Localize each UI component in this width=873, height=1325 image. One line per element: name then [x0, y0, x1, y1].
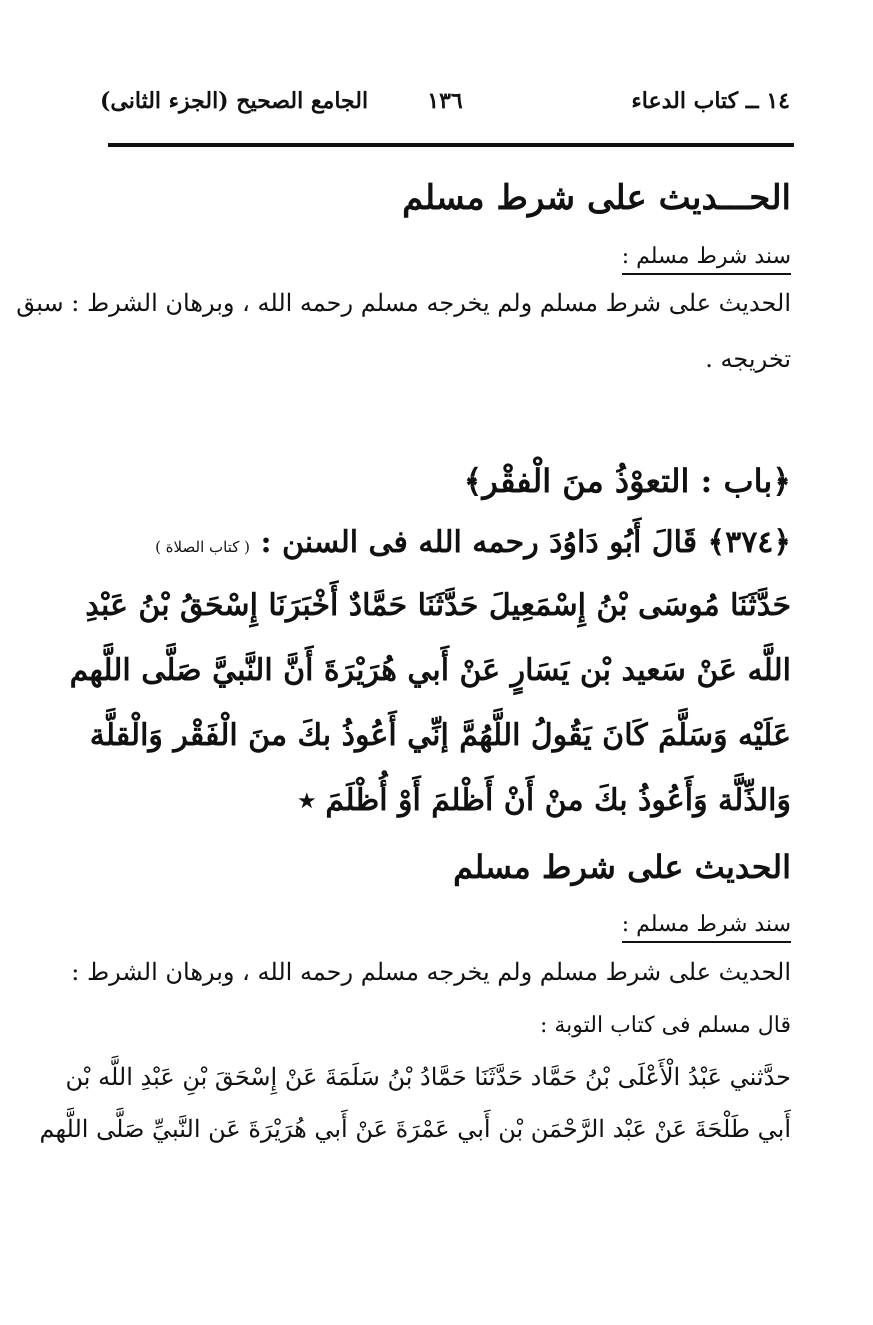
paragraph-line: الحديث على شرط مسلم ولم يخرجه مسلم رحمه الله ، وبرهان الشرط :	[71, 958, 791, 986]
sanad-label-wrap	[621, 244, 791, 269]
sanad-label-wrap	[622, 912, 791, 937]
sanad-label: سند شرط مسلم :	[622, 912, 791, 943]
source-note: ( كتاب الصلاة )	[155, 538, 250, 556]
bab-heading: ﴿باب : التعوْذُ منَ الْفقْر﴾	[463, 462, 791, 500]
paragraph-line: أَبي طَلْحَةَ عَنْ عَبْد الرَّحْمَن بْن أَبي عَمْرَةَ عَنْ أَبي هُرَيْرَةَ عَن النَّبيِّ صَلَّى اللَّهم	[39, 1115, 791, 1143]
hadith-line: اللَّه عَنْ سَعيد بْن يَسَارٍ عَنْ أَبي هُرَيْرَةَ أَنَّ النَّبيَّ صَلَّى اللَّهم	[69, 653, 791, 688]
paragraph-line: الحديث على شرط مسلم ولم يخرجه مسلم رحمه الله ، وبرهان الشرط : سبق	[16, 289, 791, 317]
page-number: ١٣٦	[427, 88, 463, 114]
sanad-label: سند شرط مسلم :	[622, 244, 791, 275]
book-title: الجامع الصحيح (الجزء الثانى)	[100, 88, 369, 114]
hadith-number-intro: ﴿٣٧٤﴾ قَالَ أَبُو دَاوُدَ رحمه الله فى السنن :	[260, 525, 791, 560]
running-header	[100, 82, 790, 122]
section-title: الحـــديث على شرط مسلم	[402, 178, 791, 218]
paragraph-line: قال مسلم فى كتاب التوبة :	[539, 1013, 791, 1038]
header-rule	[108, 143, 794, 147]
paragraph-line: حدَّثني عَبْدُ الْأَعْلَى بْنُ حَمَّاد حَدَّثَنَا حَمَّادُ بْنُ سَلَمَةَ عَنْ إِسْحَقَ بْنِ عَبْدِ اللَّه بْن	[65, 1063, 791, 1091]
section-title: الحديث على شرط مسلم	[453, 848, 791, 886]
hadith-intro	[155, 525, 791, 560]
paragraph-line: تخريجه .	[705, 345, 791, 373]
hadith-line: حَدَّثَنَا مُوسَى بْنُ إِسْمَعِيلَ حَدَّثَنَا حَمَّادٌ أَخْبَرَنَا إِسْحَقُ بْنُ عَبْدِ	[85, 588, 791, 623]
hadith-line: عَلَيْه وَسَلَّمَ كَانَ يَقُولُ اللَّهُمَّ إنِّي أَعُوذُ بكَ منَ الْفَقْر وَالْقلَّة	[89, 718, 791, 753]
hadith-line: وَالذِّلَّة وَأَعُوذُ بكَ منْ أَنْ أَظْلمَ أَوْ أُظْلَمَ ٭	[298, 783, 791, 818]
chapter-title: ١٤ ــ كتاب الدعاء	[631, 88, 790, 114]
